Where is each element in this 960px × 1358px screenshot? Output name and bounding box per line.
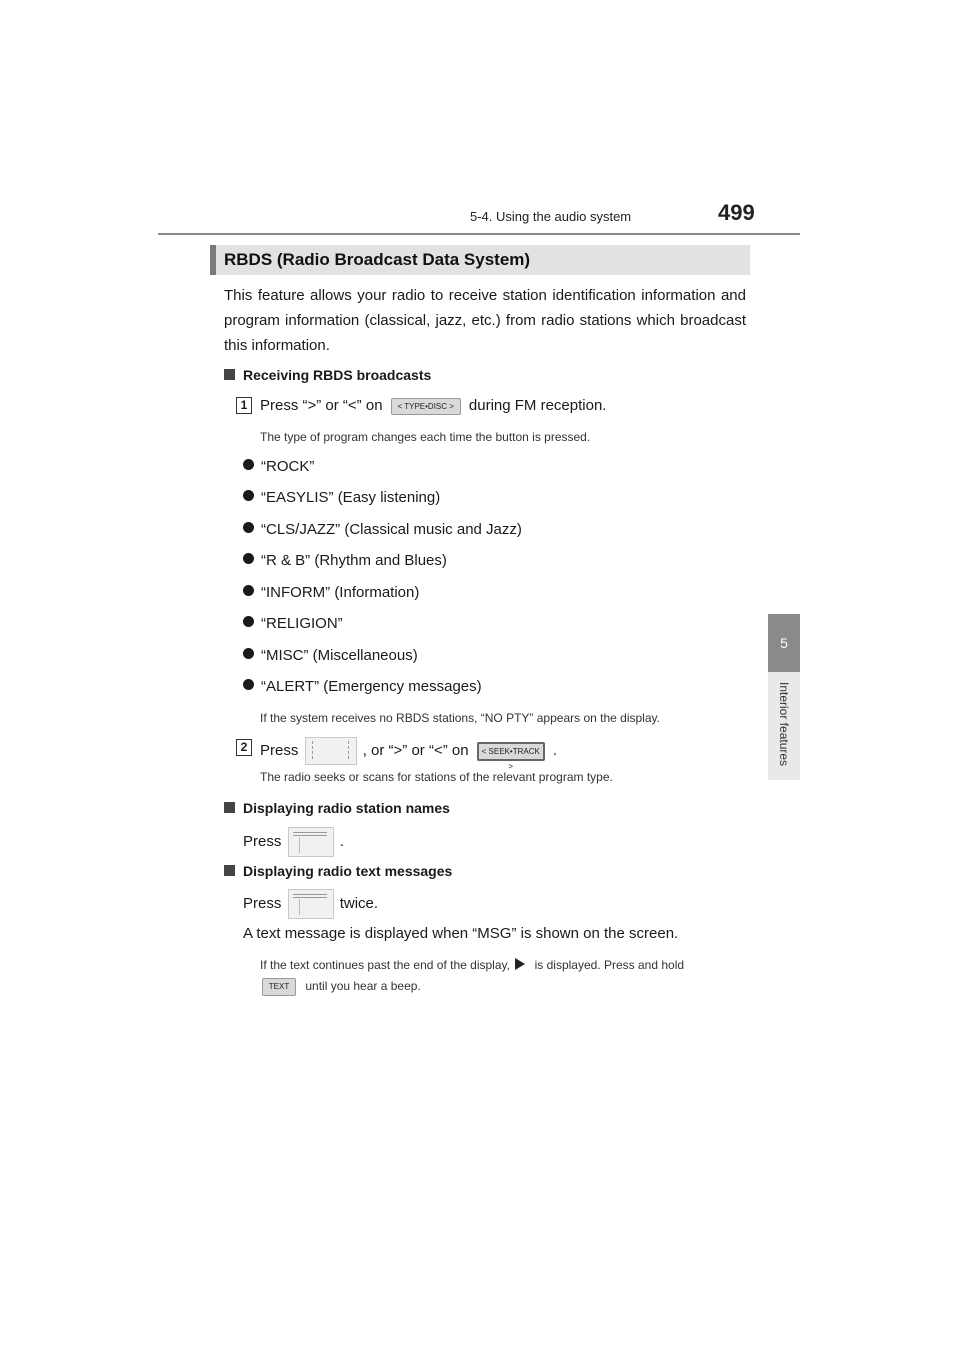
list-item: “CLS/JAZZ” (Classical music and Jazz) <box>243 521 522 538</box>
bullet-icon <box>243 459 254 470</box>
bullet-icon <box>243 585 254 596</box>
bullet-icon <box>243 679 254 690</box>
step-1-text: Press “>” or “<” on < TYPE•DISC > during FM reception. <box>260 397 607 414</box>
list-item: “ROCK” <box>243 458 314 475</box>
square-bullet-icon <box>224 369 235 380</box>
heading-text-messages: Displaying radio text messages <box>224 863 452 879</box>
station-names-instruction: Press . <box>243 827 344 857</box>
seek-track-button-icon: < SEEK•TRACK > <box>477 742 545 761</box>
chapter-tab-number: 5 <box>768 614 800 672</box>
text-button-icon: TEXT <box>262 978 296 996</box>
bullet-icon <box>243 648 254 659</box>
bullet-icon <box>243 553 254 564</box>
text-overflow-note: If the text continues past the end of the display, is displayed. Press and hold <box>260 958 685 972</box>
no-pty-note: If the system receives no RBDS stations, “NO PTY” appears on the display. <box>260 711 660 725</box>
display-button-icon <box>288 827 334 857</box>
page-number: 499 <box>718 200 755 225</box>
display-button-icon <box>288 889 334 919</box>
heading-station-names: Displaying radio station names <box>224 800 450 816</box>
bullet-icon <box>243 522 254 533</box>
step-2-text: Press , or “>” or “<” on < SEEK•TRACK > . <box>260 737 557 765</box>
heading-receiving: Receiving RBDS broadcasts <box>224 367 431 383</box>
step-number-1: 1 <box>236 397 252 414</box>
section-title: RBDS (Radio Broadcast Data System) <box>224 250 531 269</box>
intro-paragraph: This feature allows your radio to receive station identification information and program information (classical, jazz, etc.) from radio stations which broadcast this information. <box>224 287 746 354</box>
text-messages-instruction: Press twice. <box>243 889 378 919</box>
step-2-note: The radio seeks or scans for stations of the relevant program type. <box>260 770 613 784</box>
chapter-tab-title: Interior features <box>777 682 791 767</box>
square-bullet-icon <box>224 802 235 813</box>
list-item: “INFORM” (Information) <box>243 584 419 601</box>
text-messages-line2: A text message is displayed when “MSG” is shown on the screen. <box>243 925 679 942</box>
header-rule <box>158 233 800 235</box>
text-hold-note: TEXT until you hear a beep. <box>262 978 421 996</box>
bullet-icon <box>243 490 254 501</box>
bullet-icon <box>243 616 254 627</box>
step-1-note: The type of program changes each time the button is pressed. <box>260 430 591 444</box>
type-disc-button-icon: < TYPE•DISC > <box>391 398 461 415</box>
list-item: “EASYLIS” (Easy listening) <box>243 489 440 506</box>
arrow-right-icon <box>515 958 525 970</box>
list-item: “MISC” (Miscellaneous) <box>243 647 418 664</box>
preset-button-icon <box>305 737 357 765</box>
list-item: “ALERT” (Emergency messages) <box>243 678 482 695</box>
list-item: “RELIGION” <box>243 615 343 632</box>
list-item: “R & B” (Rhythm and Blues) <box>243 552 447 569</box>
square-bullet-icon <box>224 865 235 876</box>
section-title-accent <box>210 245 216 275</box>
header-section-title: 5-4. Using the audio system <box>470 209 632 224</box>
step-number-2: 2 <box>236 739 252 756</box>
